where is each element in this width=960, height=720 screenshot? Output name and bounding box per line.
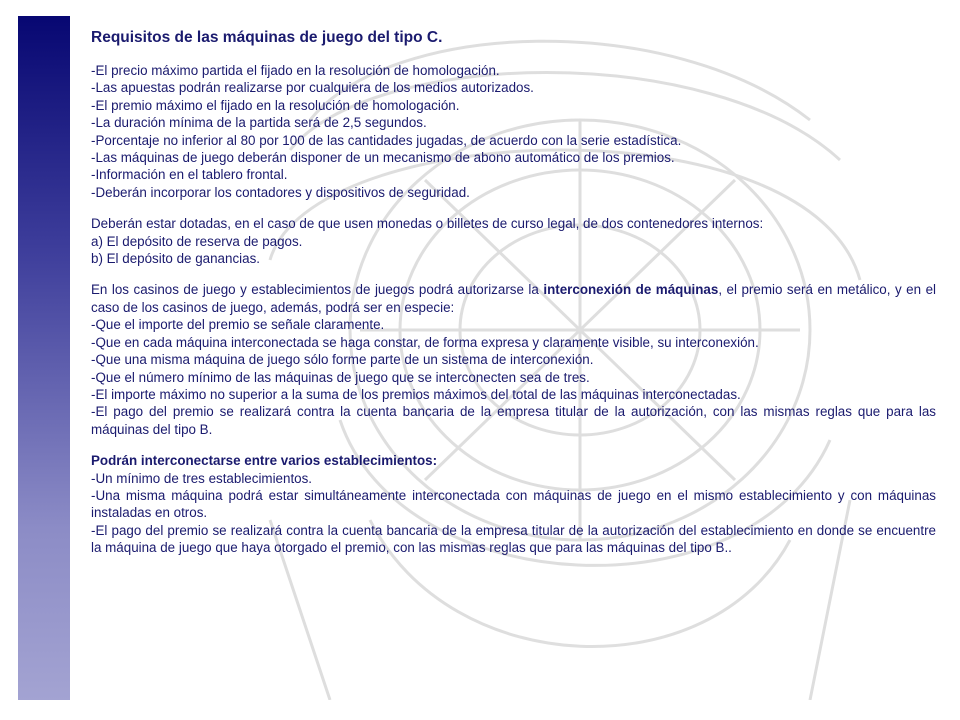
list-item: -Un mínimo de tres establecimientos. xyxy=(91,470,313,486)
section-multi-establishment xyxy=(91,452,936,556)
list-item: -Una misma máquina podrá estar simultáneamente interconectada con máquinas de juego en el mismo establecimiento y con máquinas instaladas en otros. xyxy=(91,487,936,521)
list-item: -El premio máximo el fijado en la resolución de homologación. xyxy=(91,97,460,113)
sidebar-gradient-bar xyxy=(18,16,70,700)
intro-text-start: En los casinos de juego y establecimientos de juegos podrá autorizarse la xyxy=(91,282,544,298)
list-item: -Las apuestas podrán realizarse por cualquiera de los medios autorizados. xyxy=(91,80,534,96)
paragraph-intro: Deberán estar dotadas, en el caso de que usen monedas o billetes de curso legal, de dos contenedores internos: xyxy=(91,216,764,232)
list-item: -Porcentaje no inferior al 80 por 100 de las cantidades jugadas, de acuerdo con la serie estadística. xyxy=(91,132,682,148)
list-item: -El importe máximo no superior a la suma de los premios máximos del total de las máquinas interconectadas. xyxy=(91,386,741,402)
list-item: -La duración mínima de la partida será de 2,5 segundos. xyxy=(91,115,427,131)
paragraph-intro xyxy=(91,281,936,316)
list-item: -Que en cada máquina interconectada se haga constar, de forma expresa y claramente visible, su interconexión. xyxy=(91,334,759,350)
list-item: -El pago del premio se realizará contra la cuenta bancaria de la empresa titular de la autorización, con las mismas reglas que para las máquinas del tipo B. xyxy=(91,404,936,437)
section-heading: Podrán interconectarse entre varios establecimientos: xyxy=(91,453,438,469)
list-item: -Que una misma máquina de juego sólo forme parte de un sistema de interconexión. xyxy=(91,352,594,368)
document-body xyxy=(91,28,936,557)
section-containers xyxy=(91,215,936,267)
list-item: -El precio máximo partida el fijado en la resolución de homologación. xyxy=(91,63,500,78)
section-requirements xyxy=(91,62,936,201)
document-title: Requisitos de las máquinas de juego del tipo C. xyxy=(91,29,443,46)
list-item: a) El depósito de reserva de pagos. xyxy=(91,233,303,249)
list-item: -Información en el tablero frontal. xyxy=(91,167,288,183)
list-item: -Deberán incorporar los contadores y dispositivos de seguridad. xyxy=(91,184,470,200)
list-item: -Las máquinas de juego deberán disponer de un mecanismo de abono automático de los premios. xyxy=(91,150,675,166)
list-item: -Que el número mínimo de las máquinas de juego que se interconecten sea de tres. xyxy=(91,369,590,385)
section-interconnection xyxy=(91,281,936,438)
list-item: -El pago del premio se realizará contra la cuenta bancaria de la empresa titular de la autorización del establecimiento en donde se encuentre la máquina de juego que haya otorgado el premio, con las mismas reglas que para las máquinas del tipo B.. xyxy=(91,522,936,556)
intro-text-bold: interconexión de máquinas xyxy=(543,282,719,298)
list-item: -Que el importe del premio se señale claramente. xyxy=(91,317,385,333)
list-item: b) El depósito de ganancias. xyxy=(91,251,260,267)
intro-text-end: , el premio será en metálico, y en el caso de los casinos de juego, además, podrá ser en especie: xyxy=(91,282,936,315)
